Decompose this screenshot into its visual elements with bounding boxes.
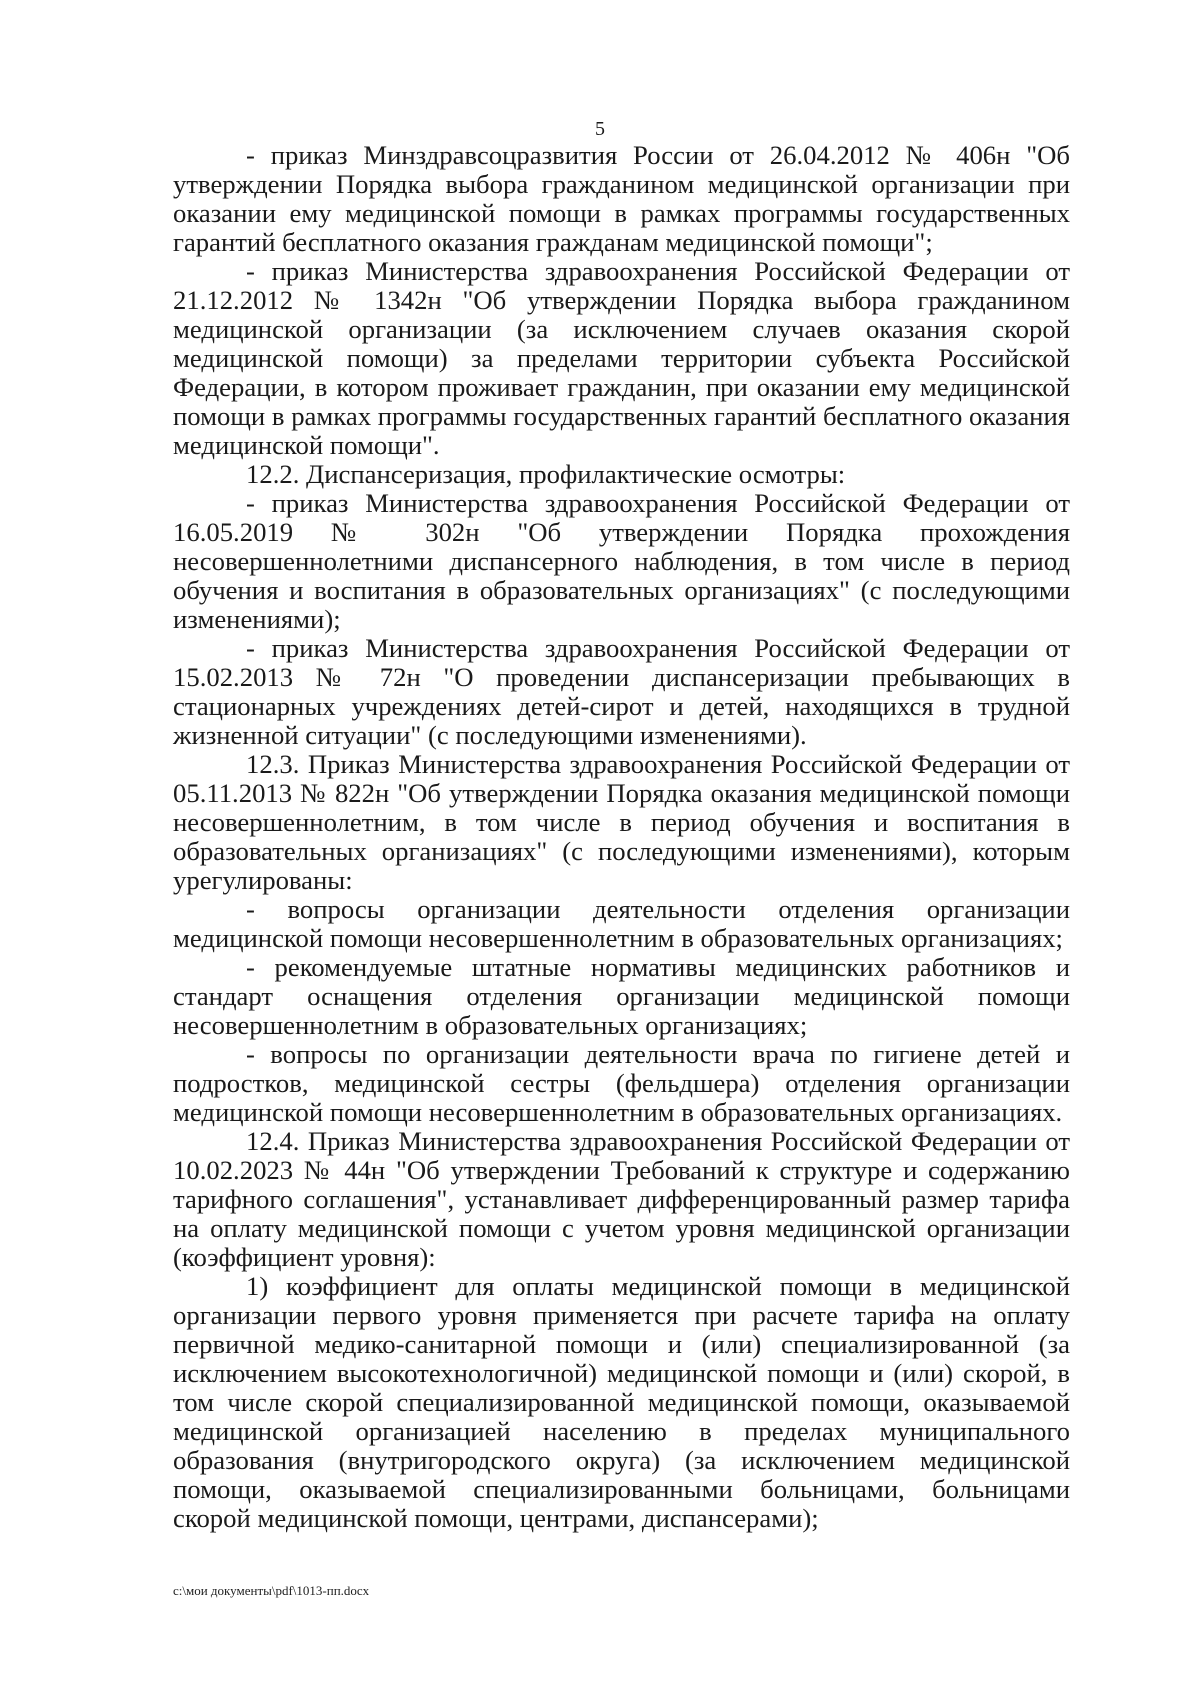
- paragraph-order-1342n: - приказ Министерства здравоохранения Российской Федерации от 21.12.2012 № 1342н "Об утверждении Порядка выбора гражданином медицинской организации (за исключением случаев оказания скорой медицинской помощи) за пределами территории субъекта Российской Федерации, в котором проживает гражданин, при оказании ему медицинской помощи в рамках программы государственных гарантий бесплатного оказания медицинской помощи".: [173, 256, 1070, 460]
- list-item-organization-issues: - вопросы организации деятельности отделения организации медицинской помощи несовершеннолетним в образовательных организациях;: [173, 894, 1070, 953]
- section-heading-12-2: 12.2. Диспансеризация, профилактические осмотры:: [246, 459, 846, 489]
- page-number: 5: [595, 118, 605, 140]
- footer-file-path: c:\мои документы\pdf\1013-пп.docx: [173, 1583, 370, 1598]
- section-12-4-order-44n: 12.4. Приказ Министерства здравоохранения Российской Федерации от 10.02.2023 № 44н "Об утверждении Требований к структуре и содержанию тарифного соглашения", устанавливает дифференцированный размер тарифа на оплату медицинской помощи с учетом уровня медицинской организации (коэффициент уровня):: [173, 1126, 1070, 1272]
- paragraph-order-302n: - приказ Министерства здравоохранения Российской Федерации от 16.05.2019 № 302н "Об утверждении Порядка прохождения несовершеннолетними диспансерного наблюдения, в том числе в период обучения и воспитания в образовательных организациях" (с последующими изменениями);: [173, 488, 1070, 634]
- paragraph-order-72n: - приказ Министерства здравоохранения Российской Федерации от 15.02.2013 № 72н "О проведении диспансеризации пребывающих в стационарных учреждениях детей-сирот и детей, находящихся в трудной жизненной ситуации" (с последующими изменениями).: [173, 633, 1070, 750]
- section-12-3-order-822n: 12.3. Приказ Министерства здравоохранения Российской Федерации от 05.11.2013 № 822н "Об утверждении Порядка оказания медицинской помощи несовершеннолетним, в том числе в период обучения и воспитания в образовательных организациях" (с последующими изменениями), которым урегулированы:: [173, 749, 1070, 895]
- list-item-hygiene-doctor: - вопросы по организации деятельности врача по гигиене детей и подростков, медицинской сестры (фельдшера) отделения организации медицинской помощи несовершеннолетним в образовательных организациях.: [173, 1039, 1070, 1127]
- list-item-first-level-coefficient: 1) коэффициент для оплаты медицинской помощи в медицинской организации первого уровня применяется при расчете тарифа на оплату первичной медико-санитарной помощи и (или) специализированной (за исключением высокотехнологичной) медицинской помощи и (или) скорой, в том числе скорой специализированной медицинской помощи, оказываемой медицинской организацией населению в пределах муниципального образования (внутригородского округа) (за исключением медицинской помощи, оказываемой специализированными больницами, больницами скорой медицинской помощи, центрами, диспансерами);: [173, 1271, 1070, 1533]
- document-body: [173, 141, 1070, 1533]
- paragraph-order-406n: - приказ Минздравсоцразвития России от 26.04.2012 № 406н "Об утверждении Порядка выбора гражданином медицинской организации при оказании ему медицинской помощи в рамках программы государственных гарантий бесплатного оказания гражданам медицинской помощи";: [173, 140, 1070, 257]
- list-item-staffing-standards: - рекомендуемые штатные нормативы медицинских работников и стандарт оснащения отделения организации медицинской помощи несовершеннолетним в образовательных организациях;: [173, 952, 1070, 1040]
